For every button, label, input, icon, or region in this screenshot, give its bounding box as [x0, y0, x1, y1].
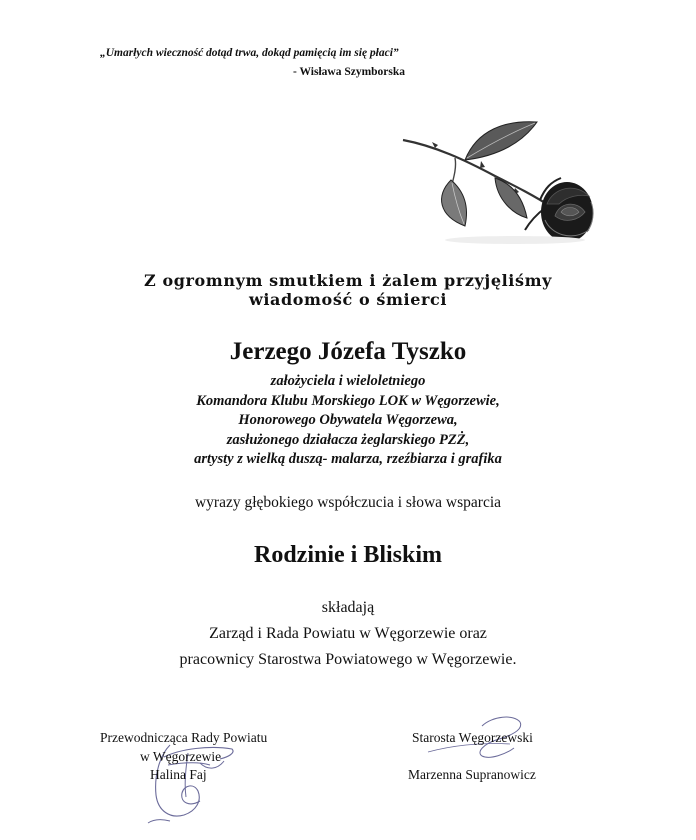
- title-line: założyciela i wieloletniego: [270, 373, 426, 389]
- announcement-line-2: wiadomość o śmierci: [248, 290, 448, 309]
- senders-verb: składają: [321, 599, 375, 616]
- signature-right: [400, 729, 570, 785]
- signature-left-role-place: w Węgorzewie: [140, 748, 222, 764]
- recipients-heading: Rodzinie i Bliskim: [253, 542, 443, 568]
- deceased-name: Jerzego Józefa Tyszko: [229, 338, 467, 365]
- senders-block: [0, 595, 696, 673]
- motto-author: - Wisława Szymborska: [293, 66, 406, 78]
- signature-right-name: Marzenna Supranowicz: [408, 767, 536, 782]
- motto-quote: „Umarłych wieczność dotąd trwa, dokąd pamięcią im się płaci”: [100, 47, 399, 59]
- senders-line-1: Zarząd i Rada Powiatu w Węgorzewie oraz: [209, 625, 487, 642]
- deceased-titles: [0, 372, 696, 470]
- signature-left-name: Halina Faj: [150, 767, 207, 782]
- signature-left-role: Przewodnicząca Rady Powiatu: [100, 730, 268, 745]
- signature-right-role: Starosta Węgorzewski: [412, 730, 533, 745]
- condolence-text: wyrazy głębokiego współczucia i słowa wsparcia: [194, 494, 502, 511]
- title-line: artysty z wielką duszą- malarza, rzeźbiarza i grafika: [194, 451, 502, 467]
- signature-left: [100, 729, 290, 785]
- title-line: Honorowego Obywatela Węgorzewa,: [238, 412, 458, 428]
- title-line: zasłużonego działacza żeglarskiego PZŻ,: [226, 431, 470, 448]
- announcement-heading: [0, 271, 696, 309]
- rose-icon: [395, 108, 595, 248]
- title-line: Komandora Klubu Morskiego LOK w Węgorzewie,: [196, 392, 500, 409]
- announcement-line-1: Z ogromnym smutkiem i żalem przyjęliśmy: [144, 271, 552, 290]
- senders-line-2: pracownicy Starostwa Powiatowego w Węgorzewie.: [179, 651, 517, 668]
